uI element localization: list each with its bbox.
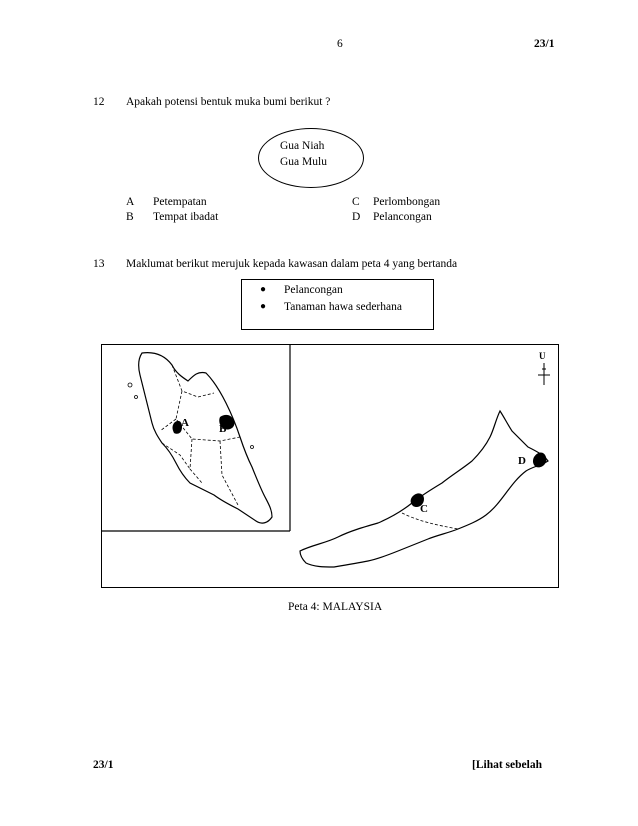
map-illustration <box>102 345 560 589</box>
north-label: U <box>539 351 546 361</box>
q12-option-b-text: Tempat ibadat <box>153 211 219 223</box>
map-label-d: D <box>518 455 526 467</box>
peninsular-outline <box>139 353 272 523</box>
north-arrow-icon <box>538 363 550 385</box>
q12-option-d-text: Pelancongan <box>373 211 432 223</box>
bullet-icon: ● <box>260 301 267 312</box>
header-code: 23/1 <box>534 38 555 50</box>
q13-number: 13 <box>93 258 105 270</box>
q12-option-a-text: Petempatan <box>153 196 207 208</box>
q12-option-d-letter: D <box>352 211 361 223</box>
map-label-b: B <box>219 423 227 435</box>
ellipse-line-2: Gua Mulu <box>280 156 327 168</box>
q12-text: Apakah potensi bentuk muka bumi berikut ? <box>126 96 331 108</box>
q13-bullet-2: Tanaman hawa sederhana <box>284 301 402 313</box>
malaysia-map <box>101 344 559 588</box>
borneo-outline <box>300 411 548 567</box>
region-d-marker <box>533 453 546 468</box>
map-label-c: C <box>420 503 428 515</box>
q12-option-c-text: Perlombongan <box>373 196 441 208</box>
q12-option-b-letter: B <box>126 211 134 223</box>
bullet-icon: ● <box>260 284 267 295</box>
footer-next-page: [Lihat sebelah <box>472 759 542 771</box>
q13-bullet-1: Pelancongan <box>284 284 343 296</box>
q12-option-a-letter: A <box>126 196 135 208</box>
q12-ellipse <box>258 128 364 188</box>
q12-number: 12 <box>93 96 105 108</box>
q13-info-box <box>241 279 434 330</box>
map-label-a: A <box>181 417 189 429</box>
map-caption: Peta 4: MALAYSIA <box>288 601 383 613</box>
q13-text: Maklumat berikut merujuk kepada kawasan dalam peta 4 yang bertanda <box>126 258 458 270</box>
q12-option-c-letter: C <box>352 196 360 208</box>
footer-code: 23/1 <box>93 759 114 771</box>
page-number: 6 <box>337 38 343 50</box>
ellipse-line-1: Gua Niah <box>280 140 325 152</box>
